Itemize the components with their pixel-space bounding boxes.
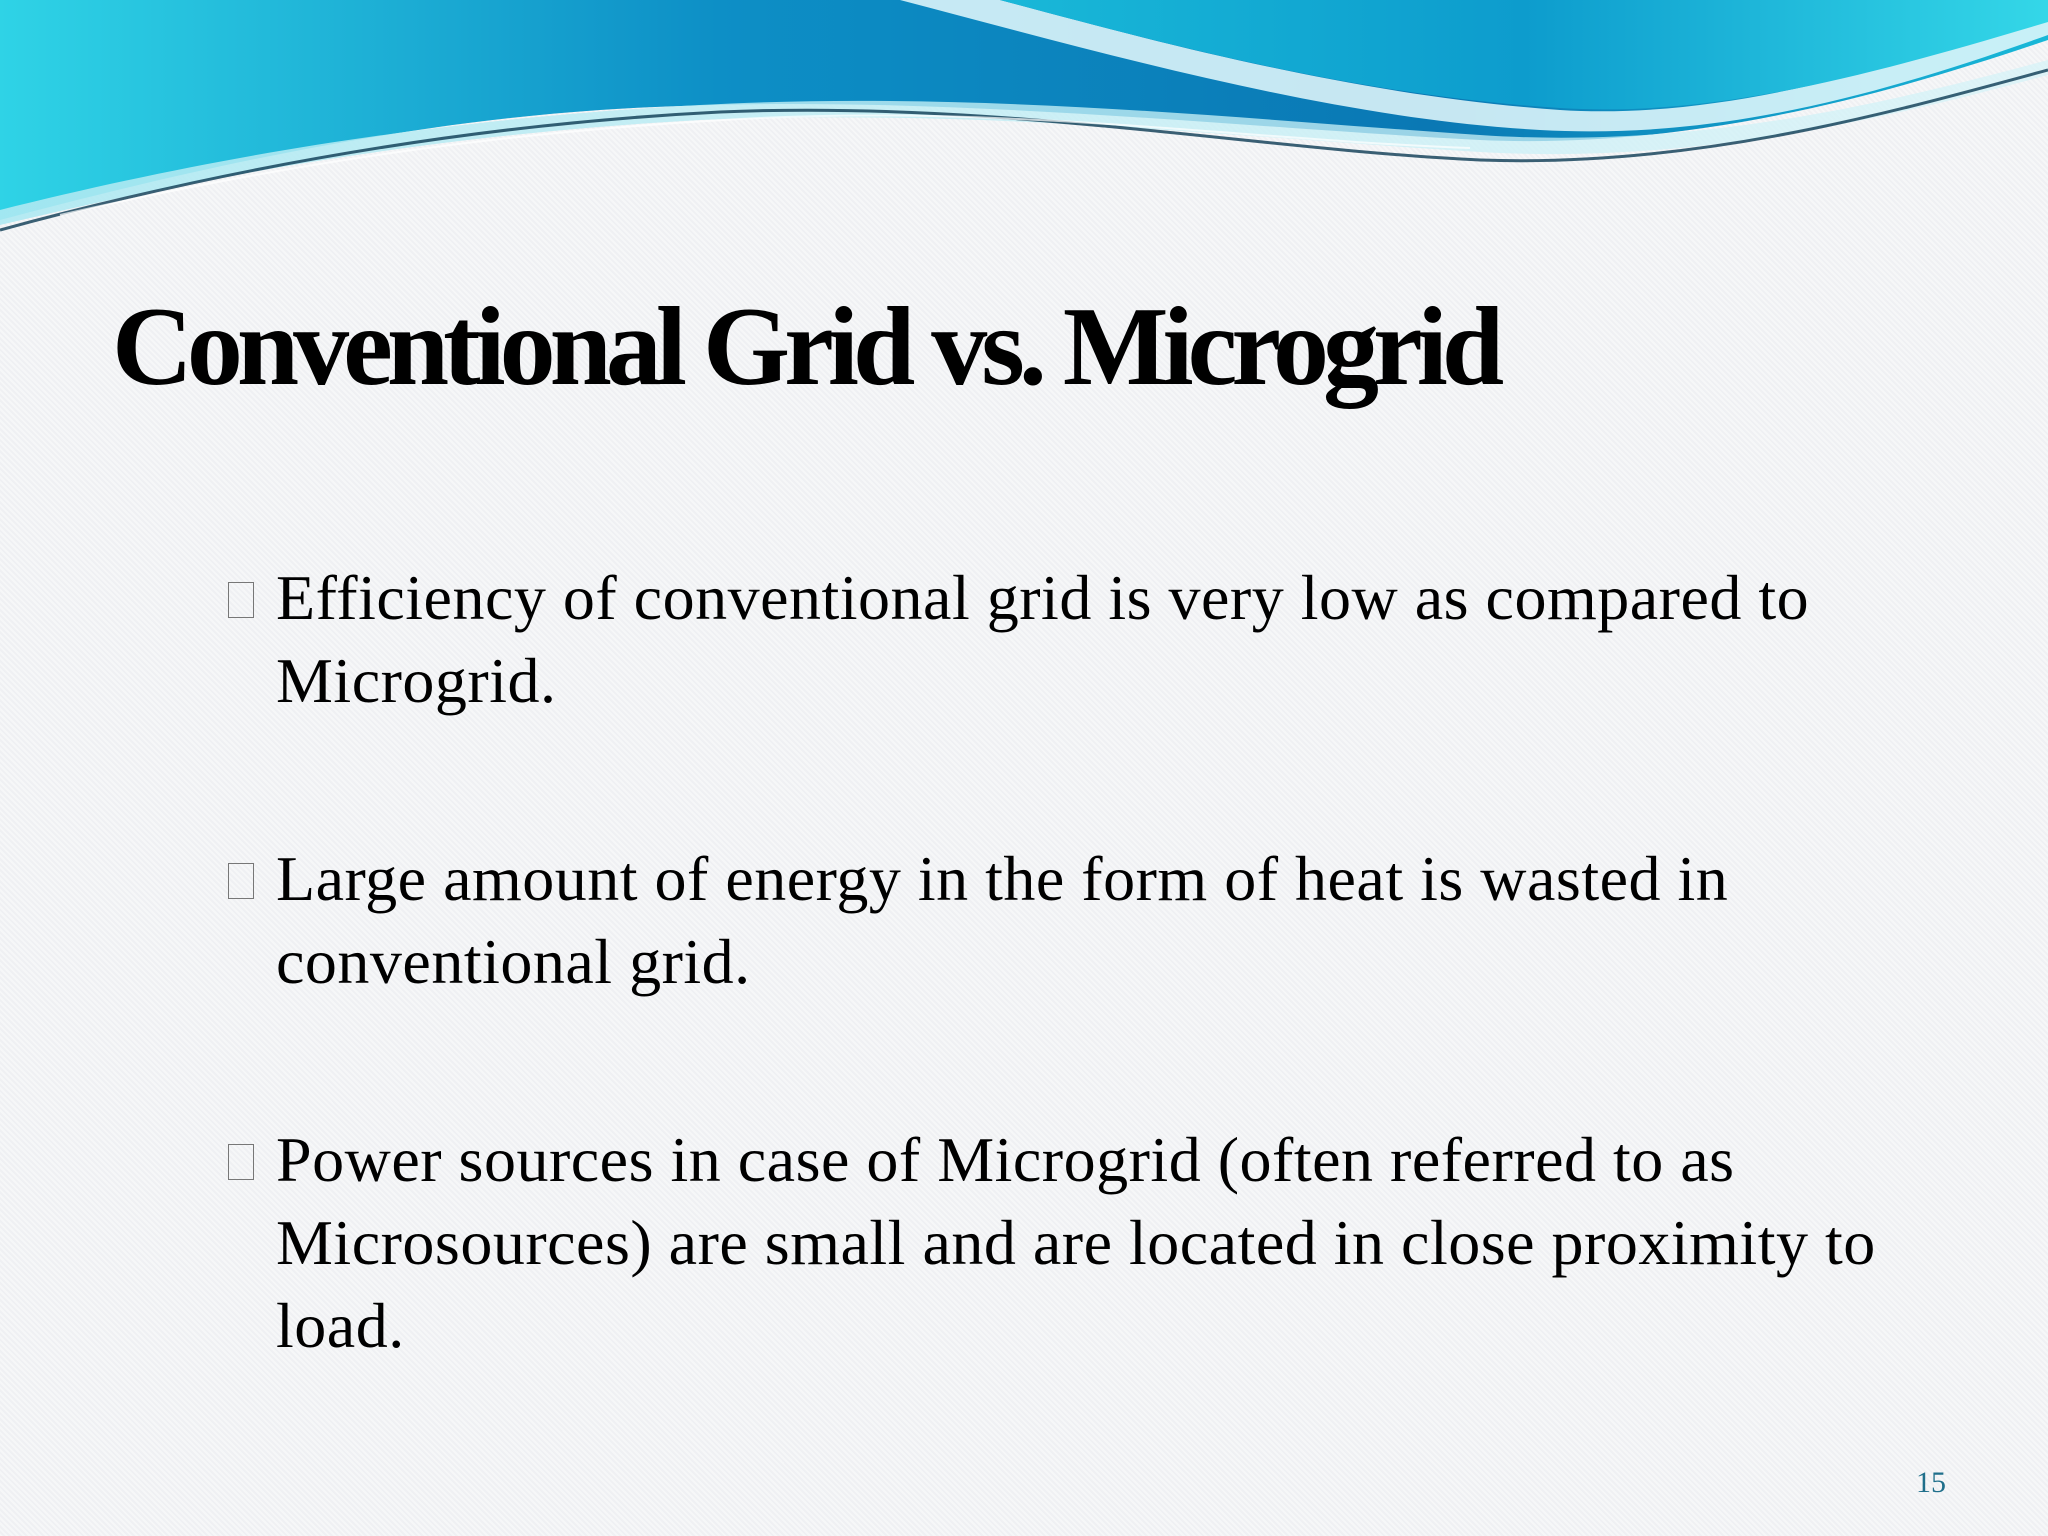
- bullet-text: Power sources in case of Microgrid (often referred to as Microsources) are small and are located in close proximity to load.: [276, 1124, 1876, 1361]
- square-bullet-icon: [228, 863, 254, 899]
- header-wave-decoration: [0, 0, 2048, 240]
- slide-title: Conventional Grid vs. Microgrid: [112, 285, 1499, 409]
- page-number: 15: [1916, 1466, 1946, 1499]
- bullet-item: [226, 1118, 1926, 1367]
- bullet-list: [226, 556, 1926, 1367]
- square-bullet-icon: [228, 1144, 254, 1180]
- bullet-text: Efficiency of conventional grid is very low as compared to Microgrid.: [276, 562, 1810, 716]
- bullet-text: Large amount of energy in the form of heat is wasted in conventional grid.: [276, 843, 1729, 997]
- square-bullet-icon: [228, 582, 254, 618]
- bullet-item: [226, 556, 1926, 722]
- bullet-item: [226, 837, 1926, 1003]
